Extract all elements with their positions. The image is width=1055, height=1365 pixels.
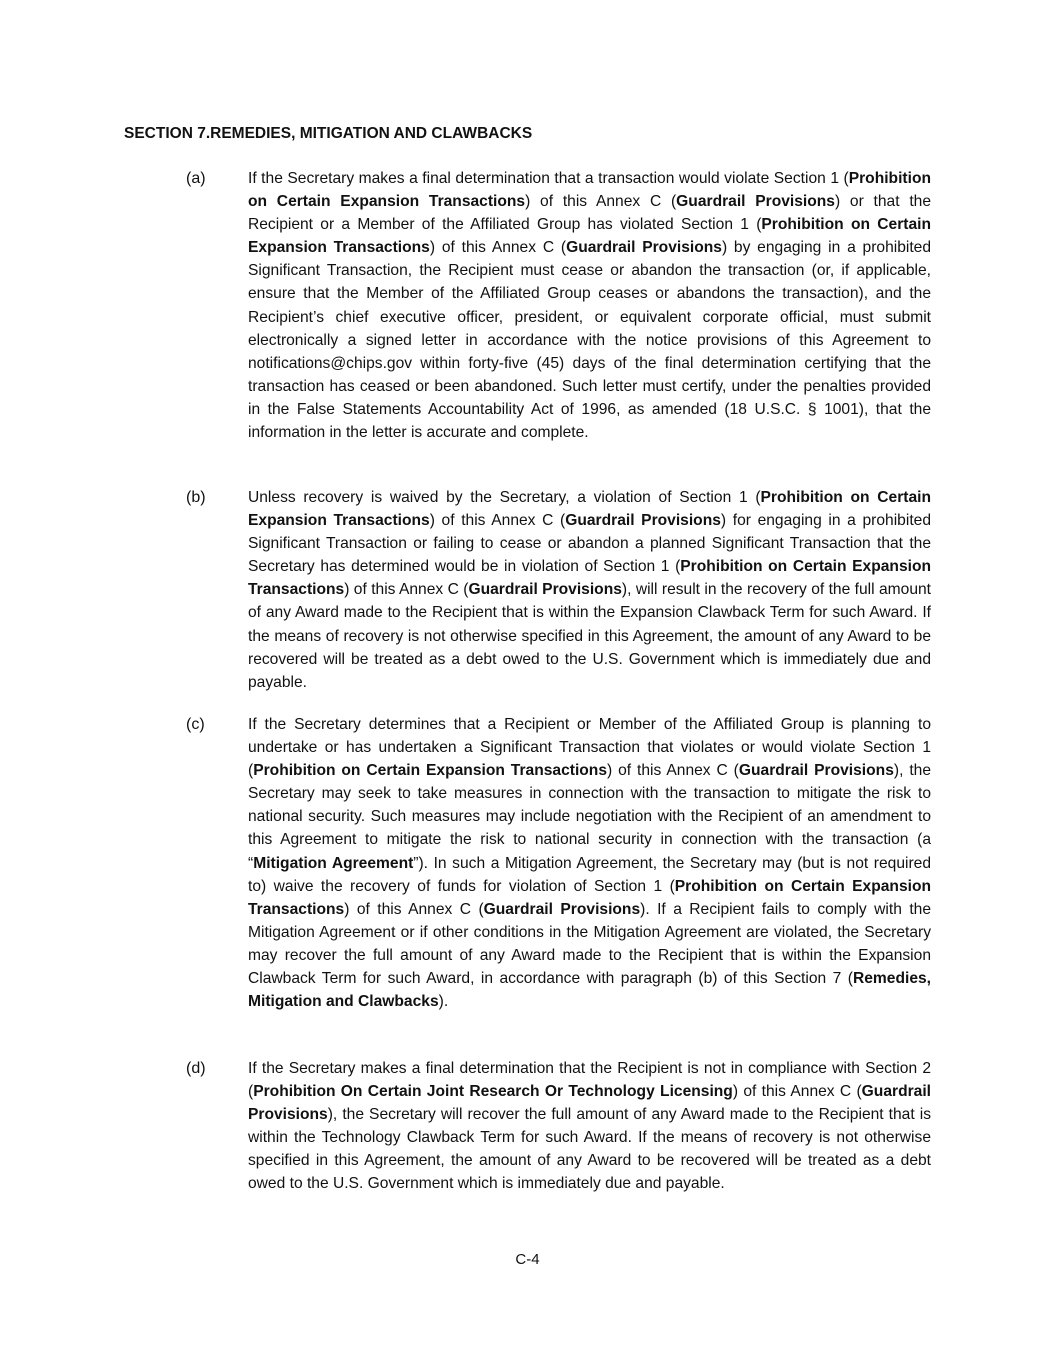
paragraph-text: [248, 486, 931, 694]
text-run: If the Secretary makes a final determination that a transaction would violate Section 1 (: [248, 170, 849, 187]
paragraph-label: (c): [186, 716, 205, 733]
bold-reference: Prohibition on Certain Expansion Transactions: [248, 170, 931, 211]
paragraph-text: [248, 713, 931, 1013]
section-title: SECTION 7.REMEDIES, MITIGATION AND CLAWBACKS: [124, 125, 533, 142]
bold-reference: Remedies, Mitigation and Clawbacks: [248, 970, 931, 1011]
paragraph-label: (a): [186, 170, 206, 187]
text-run: If the Secretary determines that a Recipient or Member of the Affiliated Group is planning to undertake or has undertaken a Significant Transaction that violates or would violate Section 1 (: [248, 716, 931, 780]
text-run: ) of this Annex C (: [607, 762, 739, 780]
text-run: ) or that the Recipient or a Member of the Affiliated Group has violated Section 1 (: [248, 193, 932, 234]
bold-reference: Guardrail Provisions: [468, 581, 622, 599]
text-run: ) of this Annex C (: [344, 900, 484, 918]
paragraph-text: [248, 167, 931, 444]
bold-reference: Guardrail Provisions: [566, 239, 722, 257]
text-run: ) of this Annex C (: [732, 1083, 862, 1101]
text-run: If the Secretary makes a final determination that the Recipient is not in compliance with Section 2 (: [248, 1060, 931, 1101]
page-number: C-4: [515, 1251, 540, 1268]
bold-reference: Guardrail Provisions: [738, 762, 894, 780]
text-run: ) of this Annex C (: [429, 239, 567, 257]
bold-reference: Prohibition On Certain Joint Research Or Technology Licensing: [253, 1083, 733, 1101]
text-run: ) of this Annex C (: [429, 512, 566, 530]
text-run: ”). In such a Mitigation Agreement, the Secretary may (but is not required to) waive the recovery of funds for violation of Section 1 (: [248, 854, 931, 895]
paragraph-label: (d): [186, 1060, 206, 1077]
text-run: ). If a Recipient fails to comply with the Mitigation Agreement or if other conditions in the Mitigation Agreement are violated, the Secretary may recover the full amount of any Award made to the Recipient that is within the Expansion Clawback Term for such Award, in accordance with paragraph (b) of this Section 7 (: [248, 900, 932, 988]
text-run: ) of this Annex C (: [525, 193, 677, 211]
text-run: ) by engaging in a prohibited Significant Transaction, the Recipient must cease or abandon the transaction (or, if applicable, ensure that the Member of the Affiliated Group ceases or abandons the transaction), and the Recipient’s chief executive officer, president, or equivalent corporate official, must submit electronically a signed letter in accordance with the notice provisions of this Agreement to notifications@chips.gov within forty-five (45) days of the final determination certifying that the transaction has ceased or been abandoned. Such letter must certify, under the penalties provided in the False Statements Accountability Act of 1996, as amended (18 U.S.C. § 1001), that the information in the letter is accurate and complete.: [248, 239, 932, 442]
bold-reference: Prohibition on Certain Expansion Transactions: [248, 216, 932, 257]
bold-reference: Guardrail Provisions: [565, 512, 721, 530]
bold-reference: Guardrail Provisions: [676, 193, 835, 211]
bold-reference: Prohibition on Certain Expansion Transactions: [248, 558, 931, 599]
text-run: Unless recovery is waived by the Secretary, a violation of Section 1 (: [248, 489, 761, 506]
bold-reference: Prohibition on Certain Expansion Transactions: [253, 762, 607, 780]
bold-reference: Prohibition on Certain Expansion Transactions: [248, 489, 931, 530]
text-run: ), the Secretary may seek to take measures in connection with the transaction to mitigate the risk to national security. Such measures may include negotiation with the Recipient of an amendment to this Agreement to mitigate the risk to national security in connection with the transaction (a “: [248, 762, 931, 872]
bold-reference: Guardrail Provisions: [483, 900, 641, 918]
text-run: ), will result in the recovery of the full amount of any Award made to the Recipient that is within the Expansion Clawback Term for such Award. If the means of recovery is not otherwise specified in this Agreement, the amount of any Award to be recovered will be treated as a debt owed to the U.S. Government which is immediately due and payable.: [248, 581, 931, 691]
text-run: ) for engaging in a prohibited Significant Transaction or failing to cease or abandon a planned Significant Transaction that the Secretary has determined would be in violation of Section 1 (: [248, 512, 931, 576]
paragraph-label: (b): [186, 489, 206, 506]
text-run: ) of this Annex C (: [344, 581, 469, 599]
bold-reference: Guardrail Provisions: [248, 1083, 931, 1124]
bold-reference: Prohibition on Certain Expansion Transactions: [248, 877, 932, 918]
paragraph-text: [248, 1057, 931, 1196]
bold-reference: Mitigation Agreement: [253, 854, 414, 872]
text-run: ).: [438, 993, 449, 1011]
text-run: ), the Secretary will recover the full amount of any Award made to the Recipient that is within the Technology Clawback Term for such Award. If the means of recovery is not otherwise specified in this Agreement, the amount of any Award to be recovered will be treated as a debt owed to the U.S. Government which is immediately due and payable.: [248, 1106, 931, 1193]
